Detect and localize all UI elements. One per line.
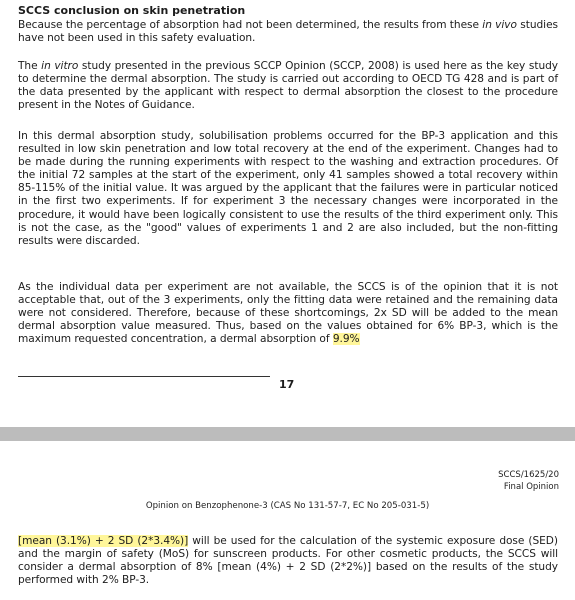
p2-italic: in vitro <box>41 60 79 72</box>
p4-text: As the individual data per experiment are not available, the SCCS is of the opinion that it is not acceptable that, out of the 3 experiments, only the fitting data were retained and the remaining data were not considered. Therefore, because of these shortcomings, 2x SD will be added to the mean dermal absorption value measured. Thus, based on the values obtained for 6% BP-3, which is the maximum requested concentration, a dermal absorption of <box>18 281 558 346</box>
p1-text-a: Because the percentage of absorption had not been determined, the results from these <box>18 19 483 31</box>
opinion-title: Opinion on Benzophenone-3 (CAS No 131-57-7, EC No 205-031-5) <box>145 501 430 511</box>
p5-highlight: [mean (3.1%) + 2 SD (2*3.4%)] <box>18 535 189 547</box>
reference-type: Final Opinion <box>503 481 559 492</box>
p2-text-a: The <box>18 60 42 72</box>
p2-text-c: study presented in the previous SCCP Opinion (SCCP, 2008) is used here as the key study to determine the dermal absorption. The study is carried out according to OECD TG 428 and is part of the data presented by the applicant with respect to dermal absorption the closest to the procedure present in the Notes of Guidance. <box>18 60 559 112</box>
paragraph-3: In this dermal absorption study, solubilisation problems occurred for the BP-3 application and this resulted in low skin penetration and low total recovery at the end of the experiment. Changes had to be made during the running experiments with respect to the washing and extraction procedures. Of the initial 72 samples at the start of the experiment, only 41 samples showed a total recovery within 85-115% of the initial value. It was argued by the applicant that the failures were in particular noticed in the first two experiments. If for experiment 3 the necessary changes were incorporated in the procedure, it would have been logically consistent to use the results of the third experiment only. This is not the case, as the "good" values of experiments 1 and 2 are also included, but the non-fitting results were discarded. <box>18 130 558 247</box>
reference-code: SCCS/1625/20 <box>498 470 559 480</box>
paragraph-1 <box>18 19 558 45</box>
section-heading: SCCS conclusion on skin penetration <box>18 4 246 17</box>
p1-text-c: studies have not been used in this safety evaluation. <box>18 19 559 45</box>
document-reference <box>498 470 559 493</box>
paragraph-4 <box>18 281 558 346</box>
page-number: 17 <box>279 378 295 391</box>
p5-text: will be used for the calculation of the systemic exposure dose (SED) and the margin of safety (MoS) for sunscreen products. For other cosmetic products, the SCCS will consider a dermal absorption of 8% [mean (4%) + 2 SD (2*2%)] based on the results of the study performed with 2% BP-3. <box>18 535 558 587</box>
paragraph-2 <box>18 60 558 112</box>
page-separator <box>0 427 575 441</box>
paragraph-5 <box>18 535 558 587</box>
footnote-divider <box>18 376 270 377</box>
p4-highlight: 9.9% <box>332 333 360 346</box>
p1-italic: in vivo <box>482 19 517 31</box>
